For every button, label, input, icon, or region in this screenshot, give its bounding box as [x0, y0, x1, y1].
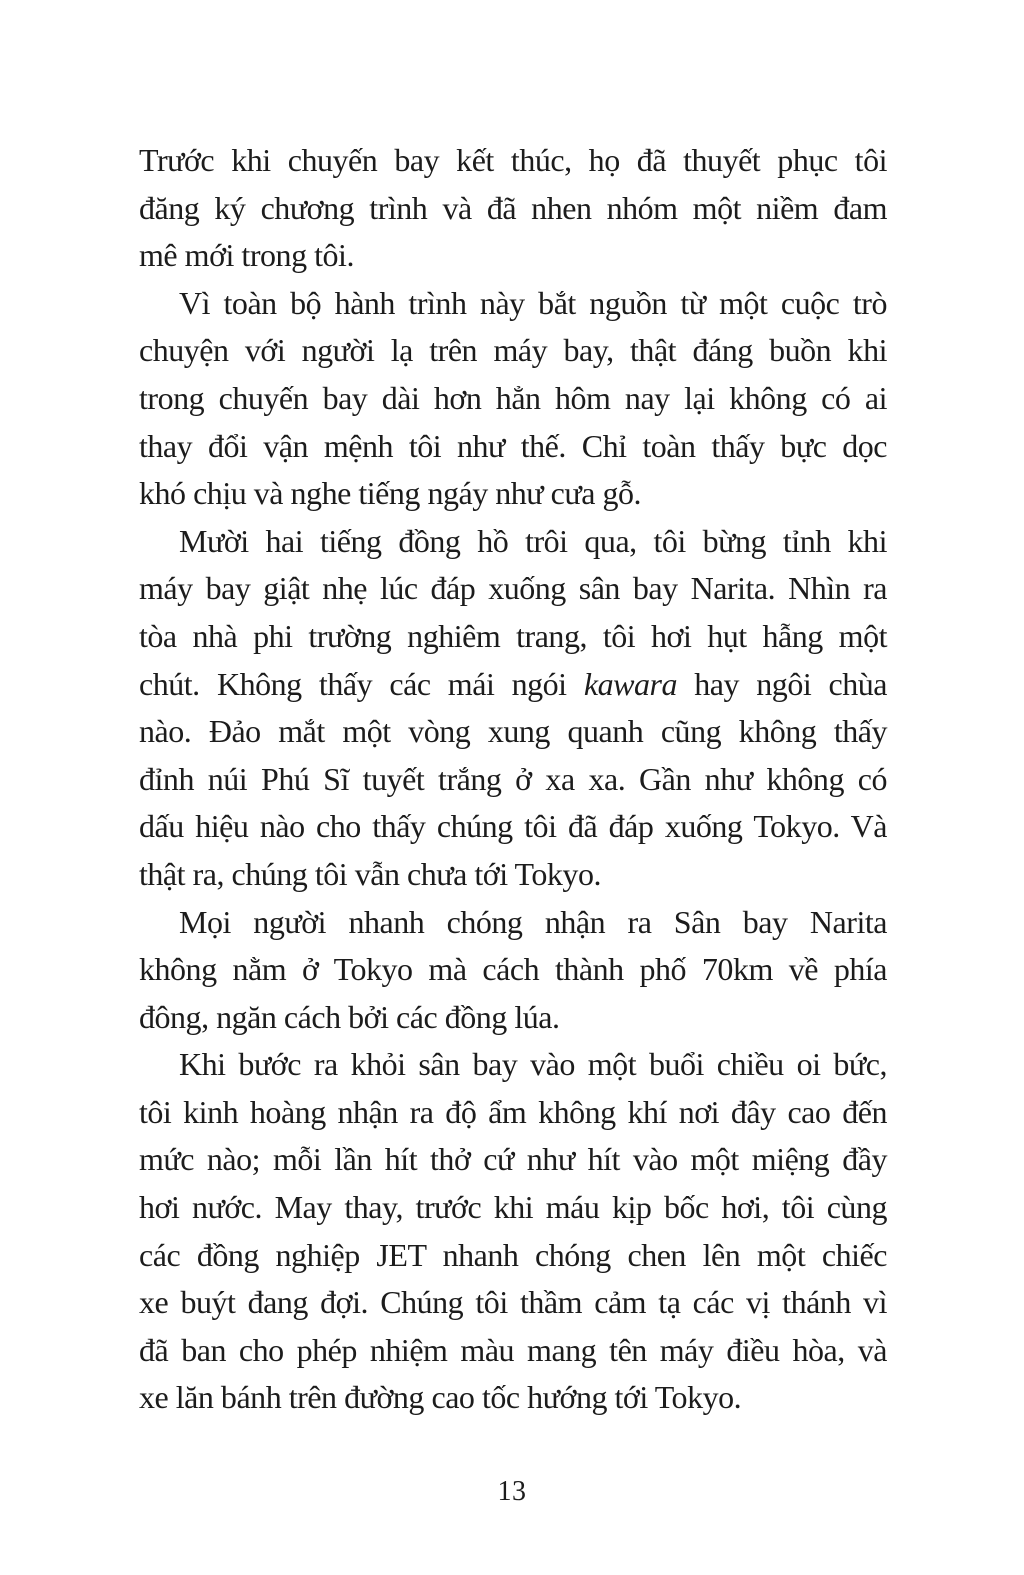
text-line: [139, 1327, 887, 1375]
text-line: [139, 375, 887, 423]
text-segment: mê mới trong tôi.: [139, 237, 354, 274]
text-line: [139, 1089, 887, 1137]
text-segment: dấu hiệu nào cho thấy chúng tôi đã đáp xuống Tokyo. Và: [139, 808, 887, 845]
text-segment: thay đổi vận mệnh tôi như thế. Chỉ toàn thấy bực dọc: [139, 427, 887, 464]
text-segment: trong chuyến bay dài hơn hẳn hôm nay lại không có ai: [139, 379, 887, 416]
text-segment: các đồng nghiệp JET nhanh chóng chen lên một chiếc: [139, 1236, 887, 1273]
text-segment: đông, ngăn cách bởi các đồng lúa.: [139, 998, 560, 1035]
text-segment: hay ngôi chùa: [676, 665, 887, 702]
text-line: [139, 185, 887, 233]
text-segment: Trước khi chuyến bay kết thúc, họ đã thuyết phục tôi: [139, 142, 887, 178]
text-segment: đỉnh núi Phú Sĩ tuyết trắng ở xa xa. Gần như không có: [139, 760, 887, 797]
text-segment: đăng ký chương trình và đã nhen nhóm một niềm đam: [139, 189, 887, 226]
text-line: [139, 803, 887, 851]
text-segment: mức nào; mỗi lần hít thở cứ như hít vào một miệng đầy: [139, 1141, 887, 1178]
text-line: [139, 1374, 887, 1422]
text-line: [139, 423, 887, 471]
text-line: [139, 613, 887, 661]
text-segment: tòa nhà phi trường nghiêm trang, tôi hơi hụt hẫng một: [139, 617, 887, 654]
page-number: 13: [497, 1476, 527, 1507]
text-segment: Vì toàn bộ hành trình này bắt nguồn từ một cuộc trò: [179, 284, 887, 321]
text-line: [139, 1041, 887, 1089]
text-segment: xe buýt đang đợi. Chúng tôi thầm cảm tạ các vị thánh vì: [139, 1284, 887, 1321]
text-segment: Mười hai tiếng đồng hồ trôi qua, tôi bừng tỉnh khi: [179, 522, 887, 559]
text-line: [139, 1232, 887, 1280]
text-line: [139, 708, 887, 756]
text-segment: máy bay giật nhẹ lúc đáp xuống sân bay Narita. Nhìn ra: [139, 570, 887, 607]
text-line: [139, 232, 887, 280]
text-line: [139, 756, 887, 804]
text-segment: nào. Đảo mắt một vòng xung quanh cũng không thấy: [139, 713, 887, 750]
text-block: [139, 137, 887, 1422]
text-line: [139, 661, 887, 709]
text-line: [139, 946, 887, 994]
text-segment: khó chịu và nghe tiếng ngáy như cưa gỗ.: [139, 475, 642, 512]
text-line: [139, 1184, 887, 1232]
text-line: [139, 470, 887, 518]
text-line: [139, 1136, 887, 1184]
italic-term: kawara: [583, 665, 677, 702]
text-segment: chút. Không thấy các mái ngói: [139, 665, 584, 702]
text-segment: chuyện với người lạ trên máy bay, thật đáng buồn khi: [139, 332, 887, 369]
text-line: [139, 994, 887, 1042]
text-segment: hơi nước. May thay, trước khi máu kịp bốc hơi, tôi cùng: [139, 1189, 887, 1226]
text-segment: đã ban cho phép nhiệm màu mang tên máy điều hòa, và: [139, 1331, 887, 1368]
text-segment: xe lăn bánh trên đường cao tốc hướng tới Tokyo.: [139, 1379, 742, 1416]
text-line: [139, 1279, 887, 1327]
text-line: [139, 565, 887, 613]
text-line: [139, 280, 887, 328]
text-line: [139, 327, 887, 375]
text-segment: Khi bước ra khỏi sân bay vào một buổi chiều oi bức,: [179, 1046, 887, 1083]
text-line: [139, 899, 887, 947]
text-line: [139, 137, 887, 185]
text-segment: không nằm ở Tokyo mà cách thành phố 70km về phía: [139, 951, 887, 988]
text-segment: Mọi người nhanh chóng nhận ra Sân bay Narita: [179, 903, 887, 940]
text-segment: tôi kinh hoàng nhận ra độ ẩm không khí nơi đây cao đến: [139, 1093, 887, 1130]
text-line: [139, 518, 887, 566]
text-line: [139, 851, 887, 899]
text-segment: thật ra, chúng tôi vẫn chưa tới Tokyo.: [139, 855, 601, 892]
